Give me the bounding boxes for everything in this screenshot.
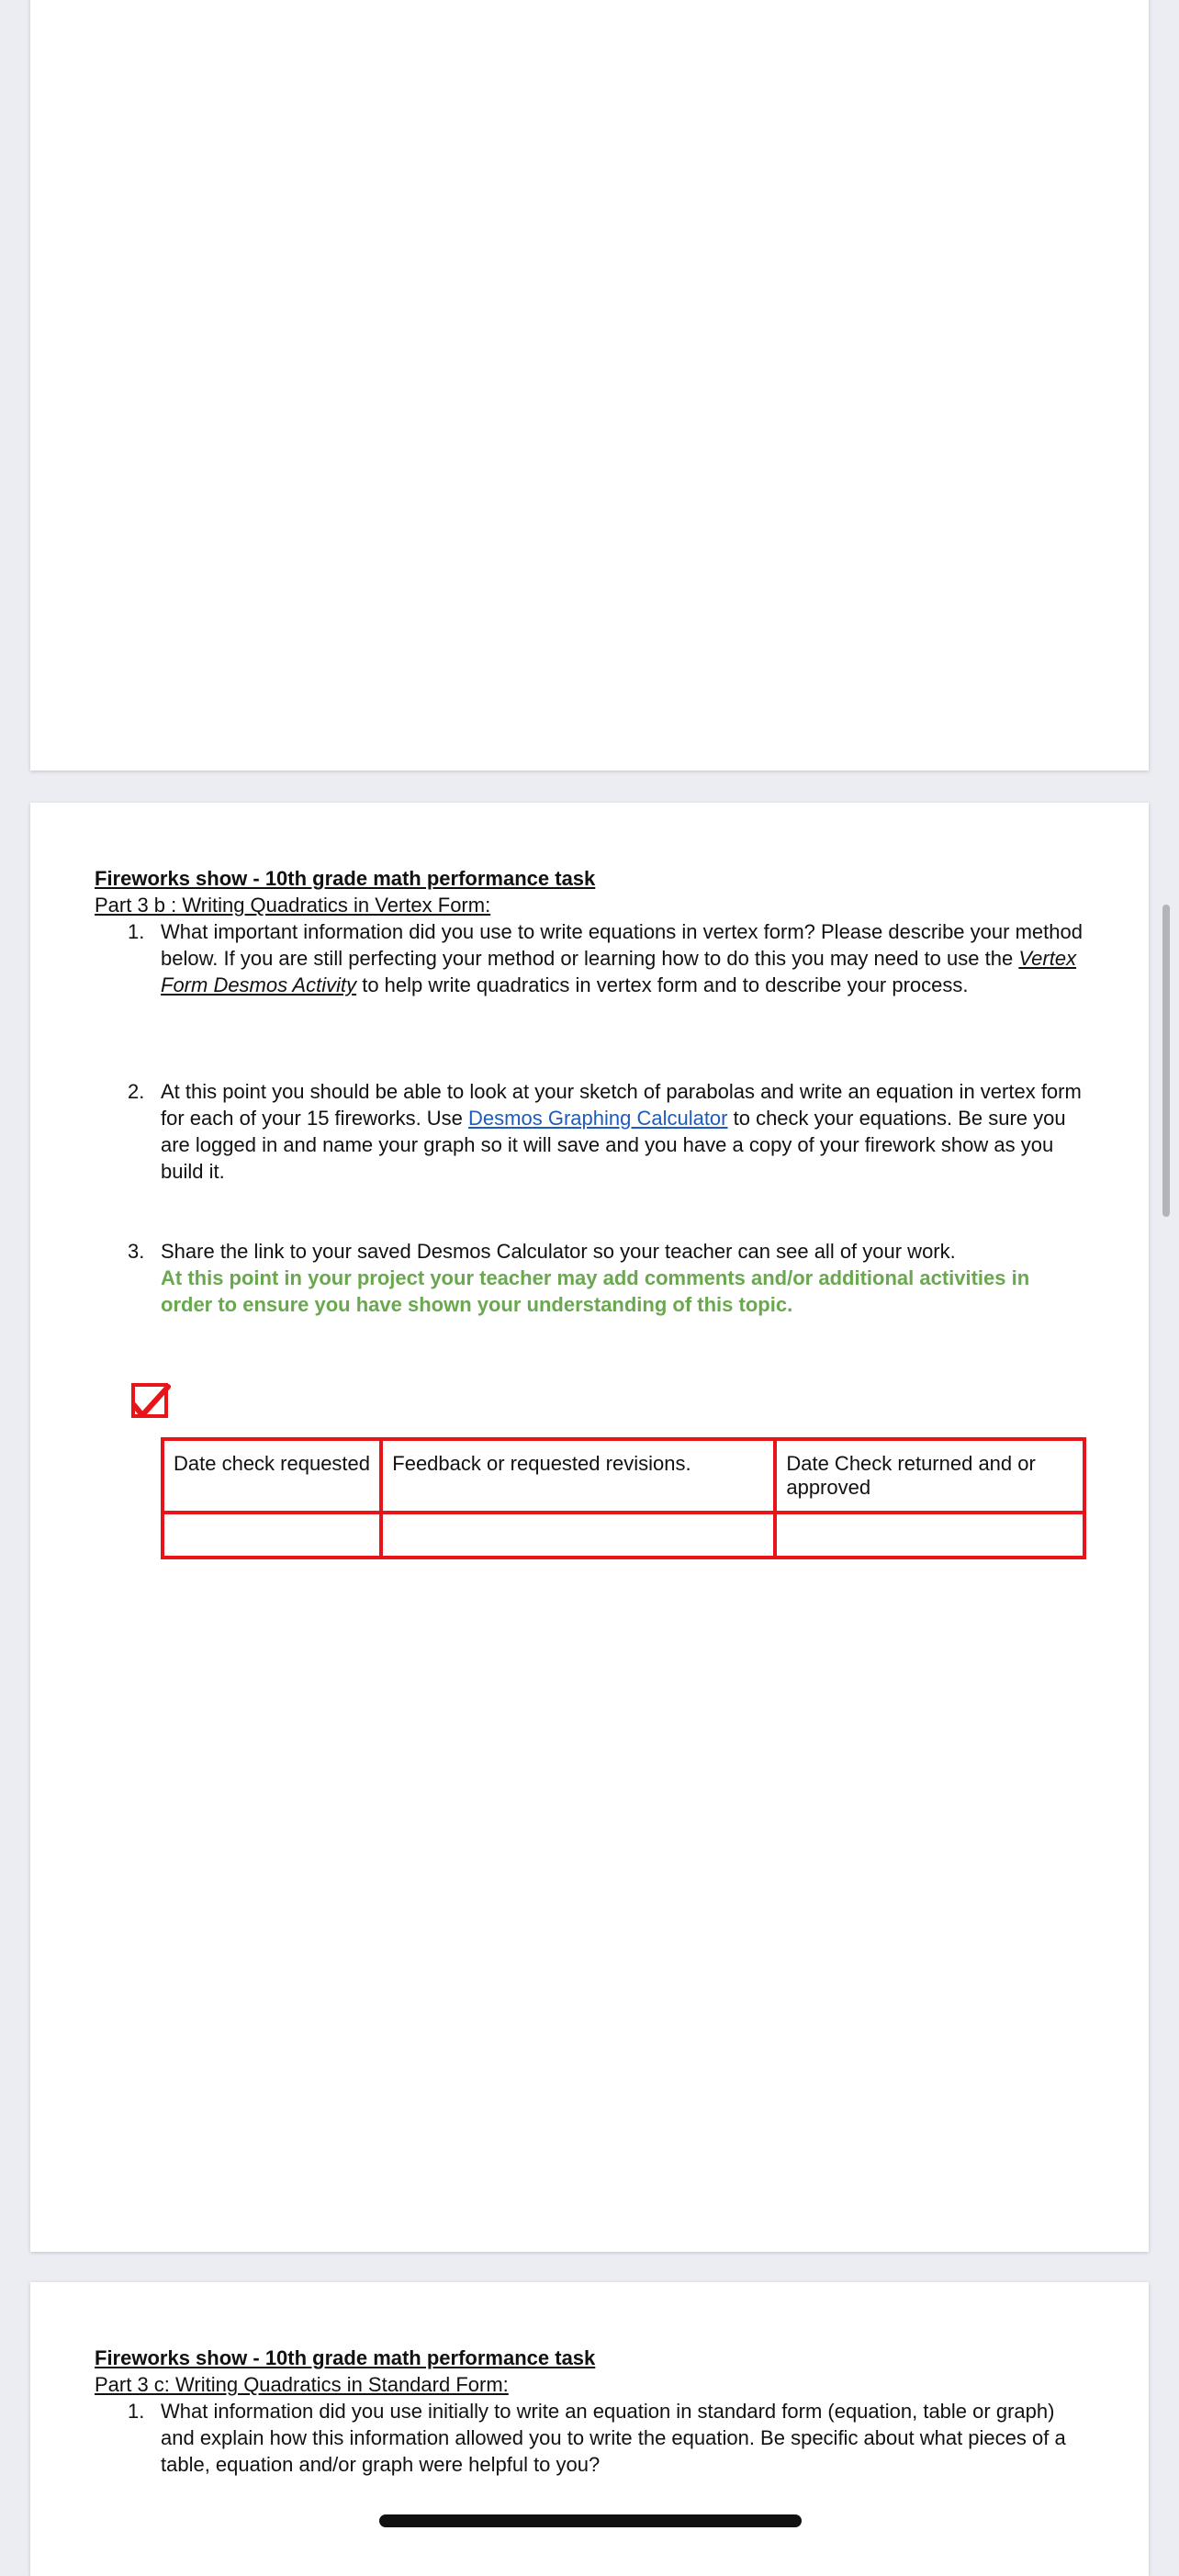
document-title: Fireworks show - 10th grade math performance task: [95, 867, 596, 890]
page-content: [95, 2345, 1084, 2478]
header-date-returned: Date Check returned and or approved: [775, 1439, 1084, 1513]
question-text: Share the link to your saved Desmos Calculator so your teacher can see all of your work.: [161, 1240, 956, 1263]
question-list: [95, 918, 1084, 1318]
question-item: [95, 918, 1084, 998]
question-item: [95, 1078, 1084, 1185]
document-title: Fireworks show - 10th grade math performance task: [95, 2346, 596, 2369]
question-text: At this point you should be able to look at your sketch of parabolas and write an equation in vertex form for each of your 15 fireworks. Use: [161, 1080, 1082, 1130]
section-heading: Part 3 c: Writing Quadratics in Standard Form:: [95, 2373, 509, 2396]
question-text-after: to help write quadratics in vertex form and to describe your process.: [356, 973, 969, 996]
header-date-requested: Date check requested: [163, 1439, 381, 1513]
question-item: [95, 1238, 1084, 1318]
table-cell[interactable]: [381, 1513, 775, 1558]
question-number: 1.: [128, 2400, 145, 2423]
vertical-scrollbar[interactable]: [1162, 905, 1170, 1217]
checkmark-box-icon: [130, 1381, 171, 1420]
question-number: 1.: [128, 920, 145, 943]
question-number: 3.: [128, 1240, 145, 1263]
document-page: [30, 803, 1149, 2252]
question-text: What information did you use initially to write an equation in standard form (equation, table or graph) and explain how this information allowed you to write the equation. Be specific about what pieces of a table, equation and/or graph were helpful to you?: [161, 2400, 1066, 2476]
section-heading: Part 3 b : Writing Quadratics in Vertex Form:: [95, 894, 491, 917]
home-indicator[interactable]: [379, 2514, 802, 2527]
table-cell[interactable]: [775, 1513, 1084, 1558]
document-page-blank: [30, 0, 1149, 771]
question-number: 2.: [128, 1080, 145, 1103]
table-row: [163, 1513, 1084, 1558]
page-content: [95, 865, 1084, 1318]
table-cell[interactable]: [163, 1513, 381, 1558]
question-text: What important information did you use to write equations in vertex form? Please describe your method below. If you are still perfecting your method or learning how to do this you may need to use the: [161, 920, 1083, 970]
document-page: [30, 2282, 1149, 2576]
desmos-calculator-link[interactable]: Desmos Graphing Calculator: [468, 1107, 728, 1130]
header-feedback: Feedback or requested revisions.: [381, 1439, 775, 1513]
teacher-note: At this point in your project your teacher may add comments and/or additional activities in order to ensure you have shown your understanding of this topic.: [161, 1266, 1030, 1316]
question-text-after: to check your equations. Be sure you are logged in and name your graph so it will save and you have a copy of your firework show as you build it.: [161, 1107, 1066, 1183]
table-header-row: [163, 1439, 1084, 1513]
review-table: [161, 1437, 1086, 1559]
question-item: [95, 2398, 1084, 2478]
question-list: [95, 2398, 1084, 2478]
vertex-form-activity-link[interactable]: Vertex Form Desmos Activity: [161, 947, 1077, 996]
